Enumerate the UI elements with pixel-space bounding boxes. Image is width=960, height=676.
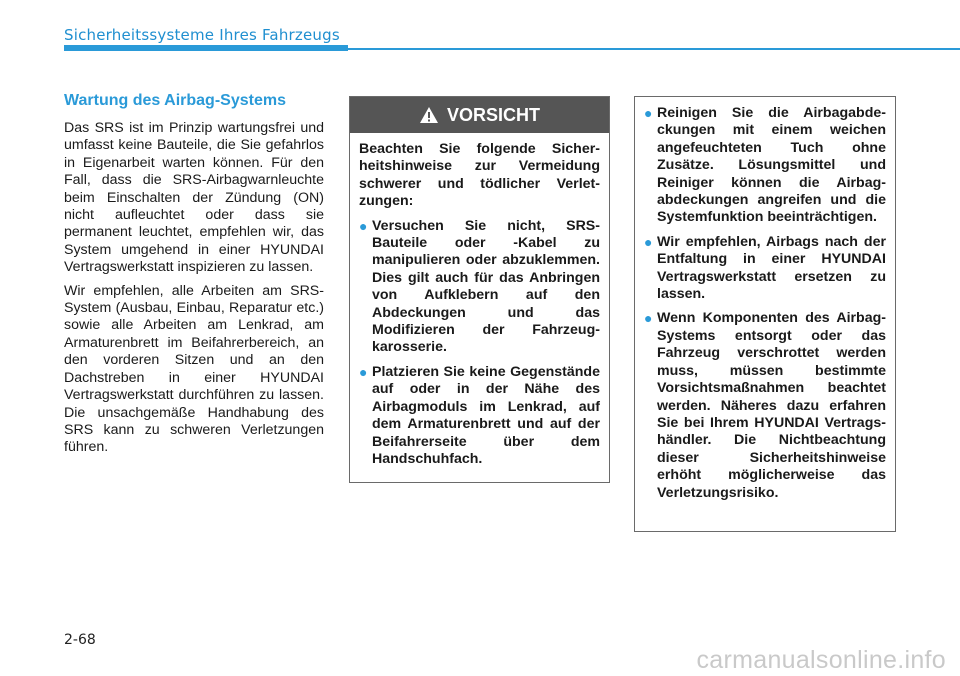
warning-triangle-icon [419, 106, 439, 124]
bullet-dot-icon: ● [359, 217, 368, 234]
section-header: Sicherheitssysteme Ihres Fahrzeugs [64, 26, 340, 44]
header-rule [64, 48, 960, 50]
caution-continuation-box [634, 96, 896, 532]
caution-intro: Beachten Sie folgende Sicherheitshinweise zur Vermeidung schwerer und tödlicher Verletzungen: [359, 141, 600, 210]
bullet-dot-icon: ● [644, 233, 653, 250]
body-paragraph-1: Das SRS ist im Prinzip wartungsfrei und umfasst keine Bauteile, die Sie gefahrlos in Eigenarbeit warten können. Für den Fall, dass die SRS-Airbagwarnleuchte beim Einschalten der Zündung (ON) nicht aufleuchtet oder dass sie permanent leuchtet, empfehlen wir, das System umgehend in einer HYUNDAI Vertragswerkstatt inspizieren zu lassen. [64, 120, 324, 276]
continuation-bullet-2 [644, 234, 886, 304]
left-column [64, 92, 324, 463]
continuation-bullet-3 [644, 310, 886, 501]
caution-bullet-2 [359, 364, 600, 468]
caution-header [350, 97, 609, 133]
continuation-bullet-text-2: Wir empfehlen, Airbags nach der Entfaltung in einer HYUNDAI Vertragswerkstatt ersetzen zu lassen. [657, 233, 886, 303]
continuation-bullet-text-1: Reinigen Sie die Airbagabdeckungen mit einem weichen angefeuchteten Tuch ohne Zusätze. Lösungsmittel und Reiniger können die Airbagabdeckungen angreifen und die Systemfunktion beeinträchtigen. [657, 105, 886, 226]
body-paragraph-2: Wir empfehlen, alle Arbeiten am SRS-System (Ausbau, Einbau, Reparatur etc.) sowie alle Arbeiten am Lenkrad, am Armaturenbrett im Beifahrerbereich, an den vorderen Sitzen und an den Dachstreben in einer HYUNDAI Vertragswerkstatt durchführen zu lassen. Die unsachgemäße Handhabung des SRS kann zu schweren Verletzungen führen. [64, 282, 324, 456]
bullet-dot-icon: ● [644, 310, 653, 327]
bullet-dot-icon: ● [359, 363, 368, 380]
caution-bullet-1 [359, 218, 600, 357]
watermark: carmanualsonline.info [696, 646, 946, 674]
caution-box [349, 96, 610, 483]
bullet-dot-icon: ● [644, 105, 653, 121]
section-title: Wartung des Airbag-Systems [64, 92, 286, 109]
continuation-bullet-1 [644, 105, 886, 227]
caution-bullet-text-2: Platzieren Sie keine Gegenstände auf oder in der Nähe des Airbagmoduls im Lenkrad, auf dem Armaturenbrett und auf der Beifahrerseite über dem Handschuhfach. [372, 363, 600, 467]
caution-bullet-text-1: Versuchen Sie nicht, SRS-Bauteile oder -Kabel zu manipulieren oder abzuklemmen. Dies gilt auch für das Anbringen von Aufklebern auf den Abdeckungen und das Modifizieren der Fahrzeugkarosserie. [372, 217, 600, 356]
caution-heading: VORSICHT [446, 104, 540, 125]
continuation-bullet-text-3: Wenn Komponenten des Airbag- Systems entsorgt oder das Fahrzeug verschrottet werden muss, müssen bestimmte Vorsichtsmaßnahmen beachtet werden. Näheres dazu erfahren Sie bei Ihrem HYUNDAI Vertragshändler. Die Nichtbeachtung dieser Sicherheitshinweise erhöht möglicherweise das Verletzungsrisiko. [657, 310, 886, 501]
page-number: 2-68 [64, 632, 96, 648]
